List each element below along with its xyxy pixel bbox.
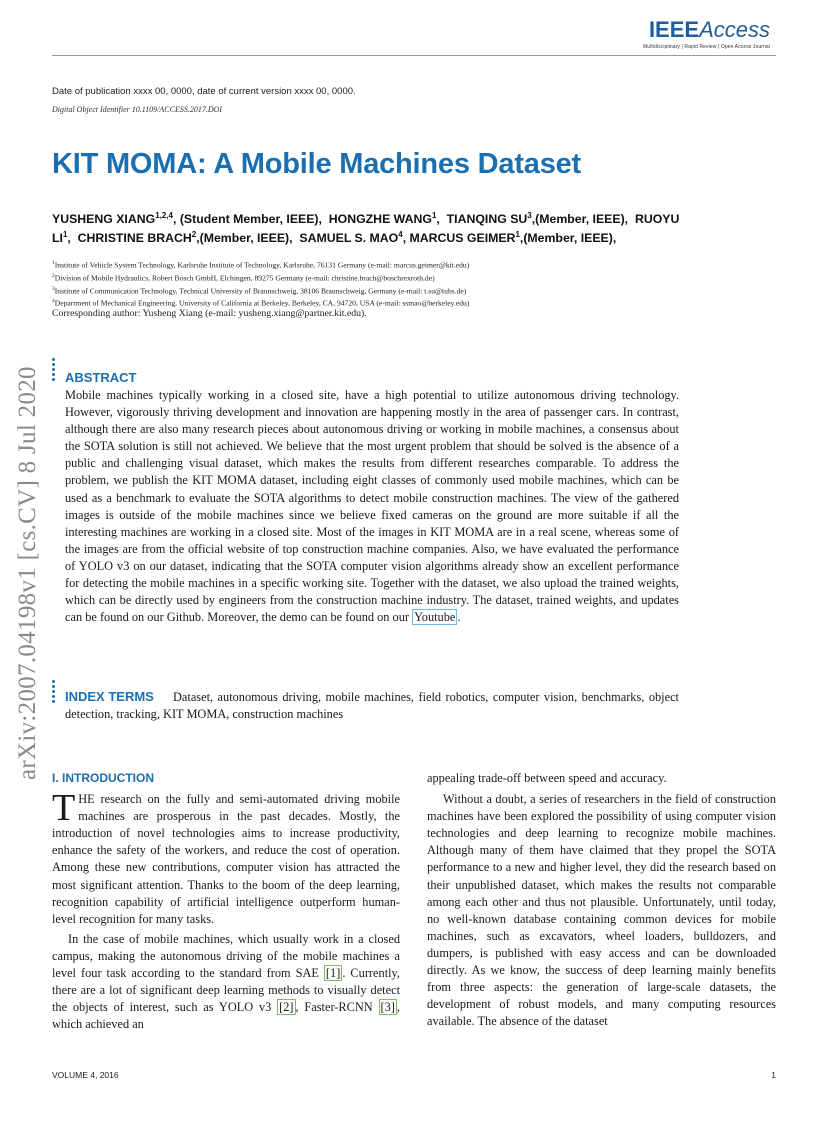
intro-paragraph-1 [52, 787, 400, 928]
affiliation-text: Institute of Vehicle System Technology, Karlsruhe Institute of Technology, Karlsruhe, 76131 Germany (e-mail: marcus.geimer@kit.edu) [54, 260, 470, 270]
publication-date-line: Date of publication xxxx 00, 0000, date of current version xxxx 00, 0000. [52, 86, 356, 97]
footer-page-number: 1 [771, 1070, 776, 1080]
author-name: SAMUEL S. MAO [299, 231, 399, 246]
author-name: MARCUS GEIMER [409, 231, 516, 246]
affiliation-line [52, 258, 752, 271]
index-terms-dots-decoration [52, 680, 55, 705]
author-name: TIANQING SU [446, 212, 528, 227]
affiliation-sup: 2 [52, 272, 55, 279]
abstract-body [65, 387, 679, 626]
abstract-dots-decoration [52, 358, 55, 383]
abstract-end: . [457, 610, 461, 625]
author-role: , [436, 212, 440, 227]
author-role: , [67, 231, 71, 246]
author-sup: 4 [398, 230, 403, 240]
author-role: , [402, 231, 407, 246]
index-terms-body: Dataset, autonomous driving, mobile machines, field robotics, computer vision, benchmarks, object detection, tracking, KIT MOMA, construction machines [65, 690, 679, 721]
author-name: HONGZHE WANG [328, 212, 432, 227]
intro-p2-text: , Faster-RCNN [295, 1000, 379, 1015]
author-role: ,(Member, IEEE), [519, 231, 617, 246]
intro-paragraph-continued: appealing trade-off between speed and accuracy. [427, 771, 667, 785]
author-sup: 1 [515, 230, 520, 240]
column-right [427, 770, 776, 1030]
ieee-access-logo [643, 18, 770, 50]
header-divider [52, 55, 776, 56]
abstract-heading: ABSTRACT [65, 370, 137, 385]
youtube-link[interactable]: Youtube [414, 610, 456, 625]
author-name: CHRISTINE BRACH [77, 231, 192, 246]
introduction-heading: I. INTRODUCTION [52, 771, 154, 785]
affiliation-sup: 4 [52, 298, 55, 305]
footer-volume: VOLUME 4, 2016 [52, 1070, 119, 1080]
author-name: YUSHENG XIANG [52, 212, 156, 227]
intro-p2-text: In the case of mobile machines, which usually work in a closed campus, making the autonomous driving of the mobile machines a level four task according to the standard from SAE [52, 931, 400, 981]
abstract-text: Mobile machines typically working in a closed site, have a high potential to utilize autonomous driving technology. However, vigorously thriving development and innovation are happening mostly in the area of passenger cars. In contrast, although there are also many research pieces about autonomous driving or working in mobile machines, a consensus about the SOTA solution is still not achieved. We believe that the most urgent problem that should be solved is the absence of a public and challenging visual dataset, which makes the results from different researches comparable. To address the problem, we publish the KIT MOMA dataset, including eight classes of commonly used mobile machines, which can be used as a benchmark to evaluate the SOTA algorithms to detect mobile construction machines. The view of the gathered images is outside of the mobile machines since we believe fixed cameras on the ground are more suitable if all the interesting machines are working in a closed site. Most of the images in KIT MOMA are in a real scene, whereas some of the images are from the official website of top construction machine companies. Also, we have evaluated the performance of YOLO v3 on our dataset, indicating that the SOTA computer vision algorithms already show an excellent performance for detecting the mobile machines in a specific working site. Together with the dataset, we also upload the trained weights, which can be directly used by engineers from the construction machine industry. The dataset, trained weights, and updates can be found on our Github. Moreover, the demo can be found on our [65, 388, 679, 625]
logo-brand-italic: Access [699, 17, 770, 42]
citation-link[interactable]: [2] [279, 1000, 294, 1015]
citation-link[interactable]: [1] [325, 966, 341, 981]
author-role: , (Student Member, IEEE), [172, 212, 322, 227]
author-sup: 3 [527, 211, 532, 220]
author-sup: 2 [191, 230, 197, 240]
author-sup: 1 [62, 230, 68, 240]
column-left [52, 770, 400, 1033]
affiliation-sup: 1 [52, 260, 55, 266]
affiliation-text: Institute of Communication Technology, Technical University of Braunschweig, 38106 Braunschweig, Germany (e-mail: t.su@tubs.de) [54, 286, 467, 296]
intro-p2-text: , which achieved an [52, 1000, 400, 1032]
affiliations [52, 258, 752, 309]
author-role: ,(Member, IEEE), [531, 212, 629, 227]
corresponding-author: Corresponding author: Yusheng Xiang (e-mail: yusheng.xiang@partner.kit.edu). [52, 308, 367, 319]
intro-p1-text: HE research on the fully and semi-automated driving mobile machines are prosperous in the past decades. Mostly, the introduction of novel technologies aims to increase productivity, enhance the safety of the workers, and reduce the cost of operation. Among these new contributions, computer vision has attracted the most significant attention. Thanks to the boom of the deep learning, recognition capability of artificial intelligence outperform human-level recognition for many tasks. [52, 792, 400, 926]
affiliation-line [52, 271, 752, 284]
paper-title: KIT MOMA: A Mobile Machines Dataset [52, 148, 582, 180]
author-name: RUOYU LI [52, 212, 680, 246]
author-list [52, 208, 682, 246]
arxiv-stamp-text: arXiv:2007.04198v1 [cs.CV] 8 Jul 2020 [14, 366, 41, 780]
affiliation-text: Department of Mechanical Engineering, University of California at Berkeley, Berkeley, CA, 94720, USA (e-mail: ssmao@berkeley.edu) [54, 299, 470, 309]
affiliation-line [52, 284, 752, 297]
logo-brand-bold: IEEE [648, 17, 700, 42]
affiliation-sup: 3 [52, 285, 55, 292]
intro-paragraph-3: Without a doubt, a series of researchers in the field of construction machines have been explored the possibility of using computer vision technologies and deep learning to recognize mobile machines. Although many of them have claimed that they propel the SOTA performance to a new and higher level, they did the research based on their unpublished dataset, which makes the results not comparable among each other and thus not plausible. Unfortunately, until today, no well-known database containing common devices for mobile machines, such as excavators, wheel loaders, bulldozers, and dumpers, is published with easy access and can be downloaded directly. As we know, the success of deep learning mainly benefits from three aspects: the generation of large-scale datasets, the development of robust models, and many computing resources available. The absence of the dataset [427, 792, 776, 1029]
doi-line: Digital Object Identifier 10.1109/ACCESS.2017.DOI [52, 105, 223, 114]
citation-link[interactable]: [3] [380, 1000, 395, 1015]
author-role: ,(Member, IEEE), [196, 231, 293, 246]
intro-paragraph-2 [52, 931, 400, 1034]
author-sup: 1 [431, 211, 437, 220]
logo-tagline: Multidisciplinary | Rapid Review | Open Access Journal [643, 44, 770, 50]
intro-p2-text: . Currently, there are a lot of significant deep learning methods to visually detect the objects of interest, such as YOLO v3 [52, 966, 401, 1015]
index-terms-heading: INDEX TERMS [65, 689, 154, 704]
author-sup: 1,2,4 [155, 211, 173, 220]
affiliation-text: Division of Mobile Hydraulics, Robert Bosch GmbH, Elchingen, 89275 Germany (e-mail: christine.brach@boschrexroth.de) [54, 273, 435, 283]
dropcap-letter: T [52, 787, 76, 830]
